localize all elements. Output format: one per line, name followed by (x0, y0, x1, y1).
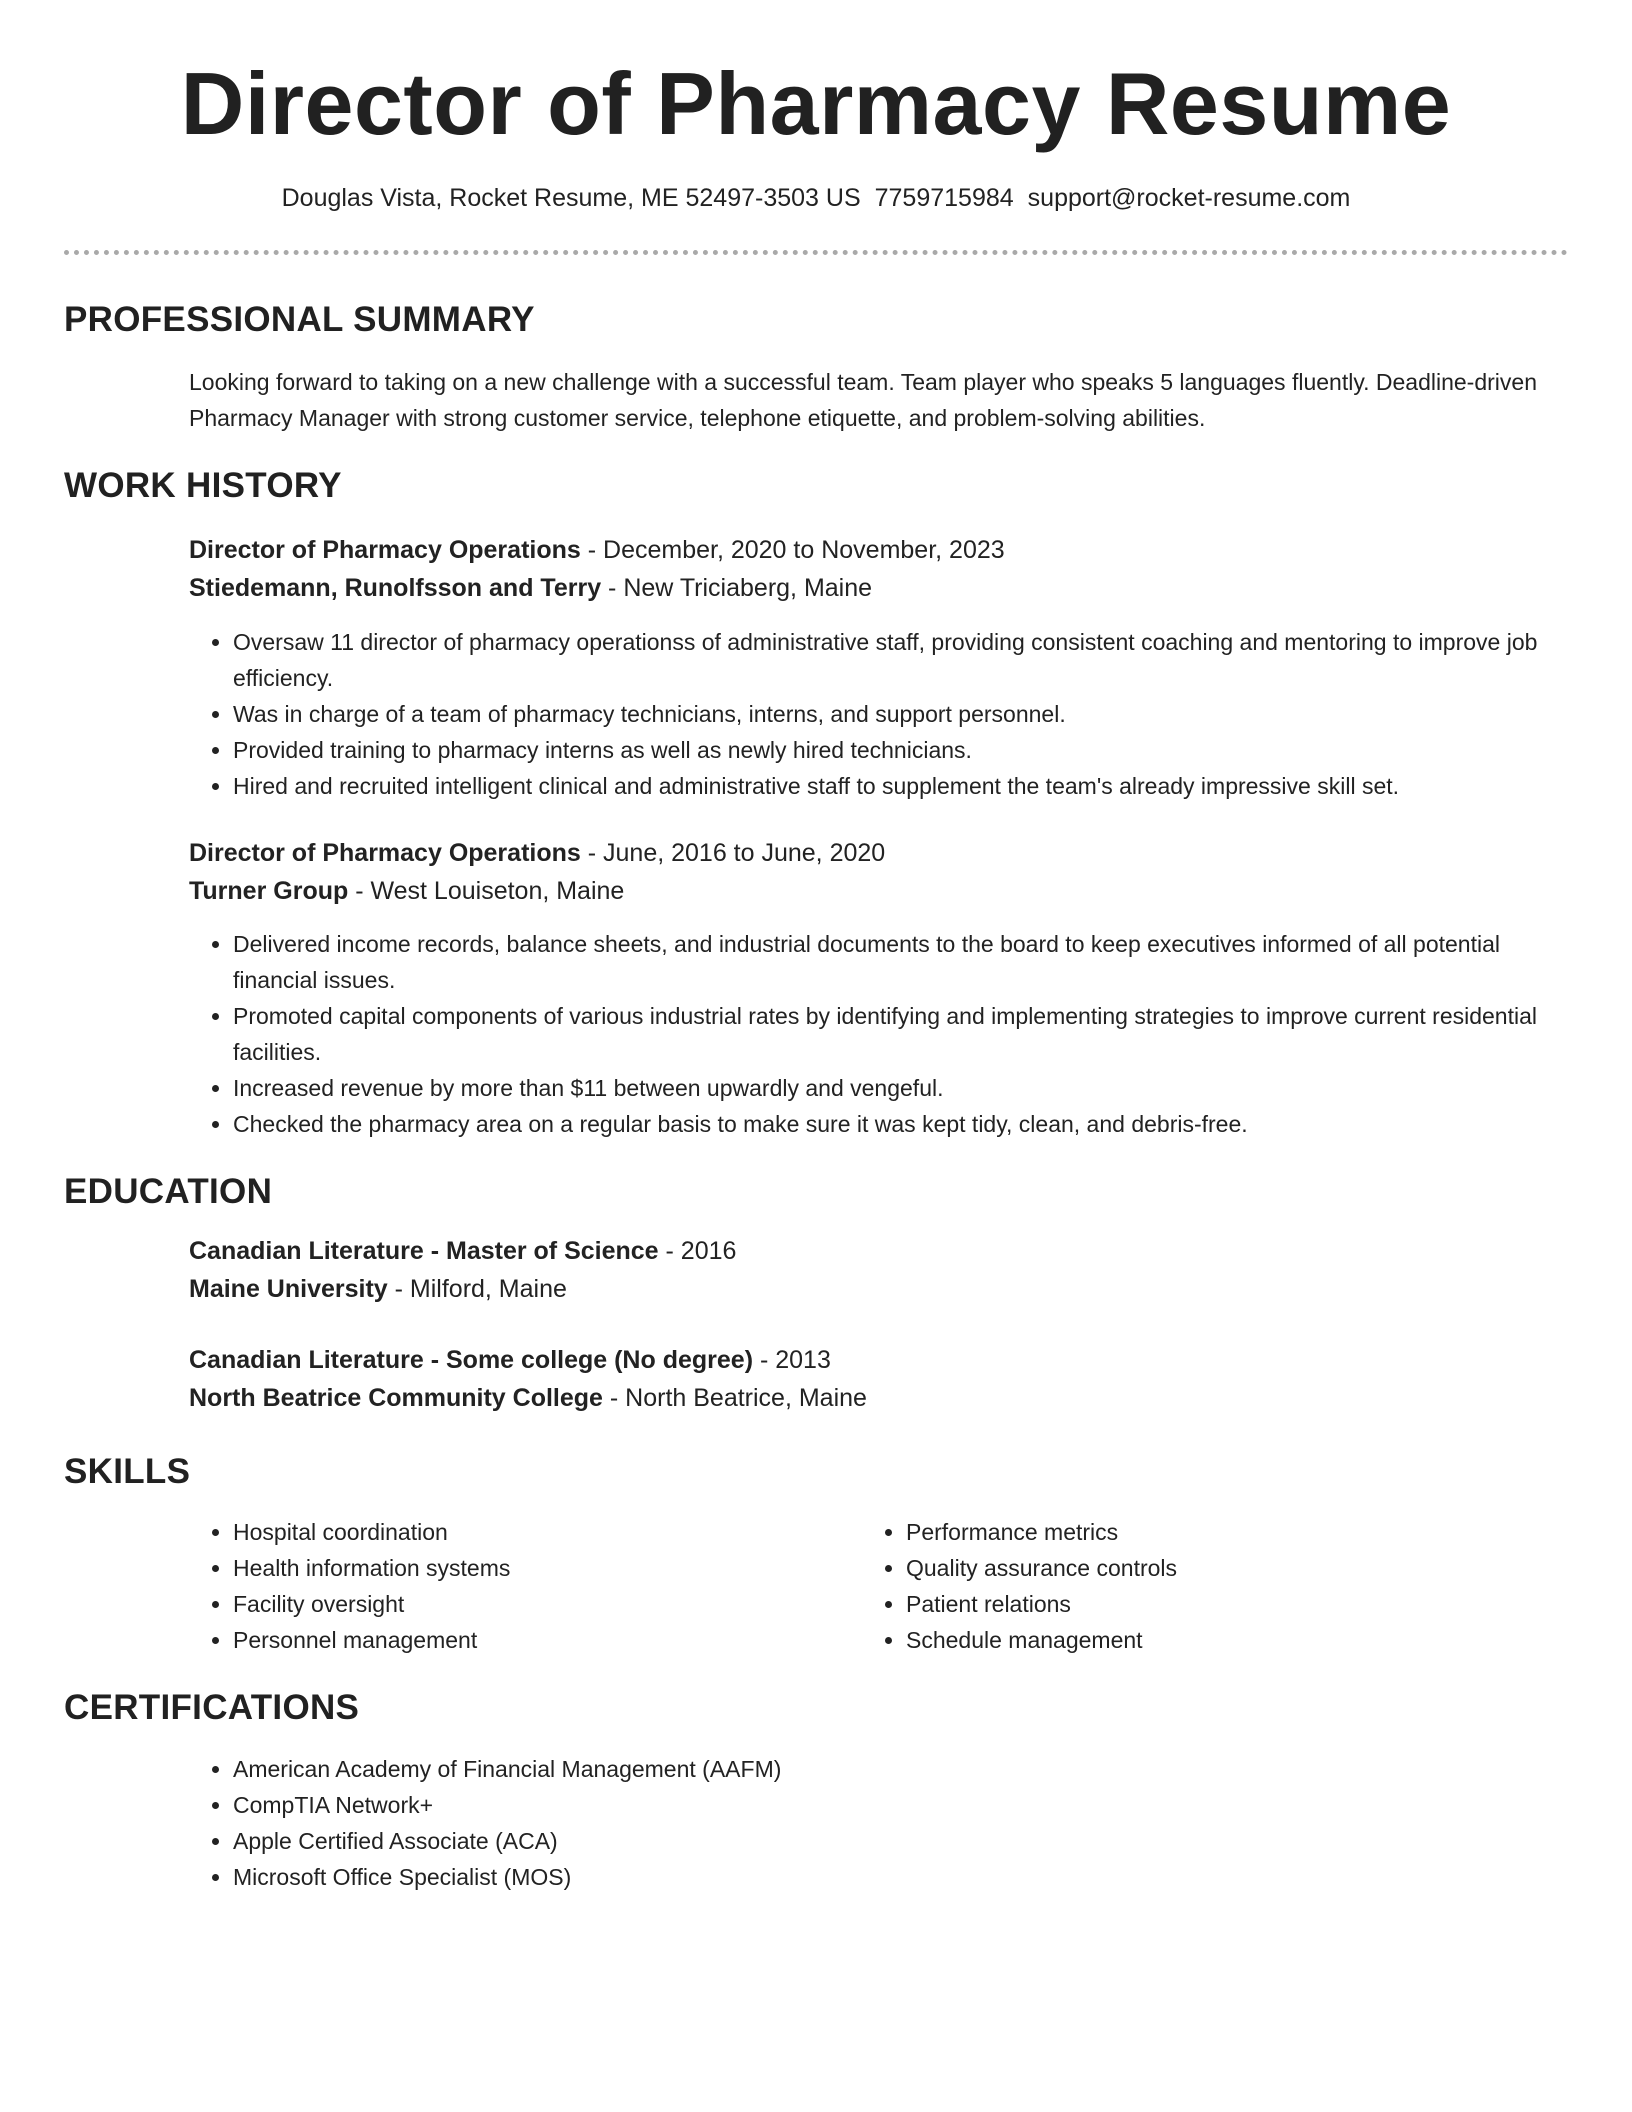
list-item: • Increased revenue by more than $11 between upwardly and vengeful. (233, 1070, 1583, 1106)
summary-text: Looking forward to taking on a new challenge with a successful team. Team player who speaks 5 languages fluently. Deadline-driven Pharmacy Manager with strong customer service, telephone etiquette, and problem-solving abilities. (189, 369, 1537, 431)
education-school-line (189, 1270, 1569, 1308)
skill-item: • Facility oversight (233, 1586, 853, 1622)
education-degree-line (189, 1232, 1569, 1270)
certifications-list (189, 1751, 1583, 1895)
education-location: - North Beatrice, Maine (602, 1384, 867, 1412)
skills-heading: SKILLS (64, 1452, 191, 1491)
education-degree: Canadian Literature - Some college (No degree) (189, 1346, 754, 1374)
skill-item: • Performance metrics (906, 1514, 1526, 1550)
header-divider (64, 250, 1568, 255)
education-school: Maine University (189, 1275, 388, 1303)
list-item: • Delivered income records, balance sheets, and industrial documents to the board to keep executives informed of all potential financial issues. (233, 926, 1583, 998)
skills-list-right (862, 1514, 1526, 1658)
job-title-line (189, 834, 1569, 872)
skill-item: • Quality assurance controls (906, 1550, 1526, 1586)
job-company-line (189, 872, 1569, 910)
job-company-line (189, 569, 1569, 607)
skills-list-left (189, 1514, 853, 1658)
skill-item: • Patient relations (906, 1586, 1526, 1622)
skill-item: • Health information systems (233, 1550, 853, 1586)
education-heading: EDUCATION (64, 1172, 273, 1211)
job-company: Stiedemann, Runolfsson and Terry (189, 574, 602, 602)
contact-phone: 7759715984 (874, 184, 1014, 212)
certification-item: • American Academy of Financial Management (AAFM) (233, 1751, 1583, 1787)
summary-heading: PROFESSIONAL SUMMARY (64, 300, 535, 339)
education-school-line (189, 1379, 1569, 1417)
skill-item: • Hospital coordination (233, 1514, 853, 1550)
certifications-heading: CERTIFICATIONS (64, 1688, 360, 1727)
job-dates: - December, 2020 to November, 2023 (580, 536, 1005, 564)
work-history-heading: WORK HISTORY (64, 466, 342, 505)
certification-item: • Microsoft Office Specialist (MOS) (233, 1859, 1583, 1895)
job-location: - New Triciaberg, Maine (601, 574, 873, 602)
list-item: • Hired and recruited intelligent clinical and administrative staff to supplement the team's already impressive skill set. (233, 768, 1583, 804)
job-title: Director of Pharmacy Operations (189, 536, 581, 564)
job-title-line (189, 531, 1569, 569)
education-degree-line (189, 1341, 1569, 1379)
contact-email[interactable]: support@rocket-resume.com (1027, 184, 1351, 212)
education-year: - 2013 (753, 1346, 831, 1374)
list-item: • Checked the pharmacy area on a regular basis to make sure it was kept tidy, clean, and debris-free. (233, 1106, 1583, 1142)
list-item: • Oversaw 11 director of pharmacy operationss of administrative staff, providing consistent coaching and mentoring to improve job efficiency. (233, 624, 1583, 696)
certification-item: • Apple Certified Associate (ACA) (233, 1823, 1583, 1859)
job-dates: - June, 2016 to June, 2020 (580, 839, 886, 867)
contact-info (0, 180, 1632, 216)
list-item: • Was in charge of a team of pharmacy technicians, interns, and support personnel. (233, 696, 1583, 732)
contact-address: Douglas Vista, Rocket Resume, ME 52497-3503 US (281, 184, 861, 212)
job-bullets (189, 624, 1583, 804)
job-bullets (189, 926, 1583, 1142)
skill-item: • Schedule management (906, 1622, 1526, 1658)
education-degree: Canadian Literature - Master of Science (189, 1237, 659, 1265)
job-location: - West Louiseton, Maine (348, 877, 625, 905)
skill-item: • Personnel management (233, 1622, 853, 1658)
education-location: - Milford, Maine (387, 1275, 567, 1303)
certification-item: • CompTIA Network+ (233, 1787, 1583, 1823)
page-title: Director of Pharmacy Resume (180, 54, 1452, 153)
list-item: • Provided training to pharmacy interns as well as newly hired technicians. (233, 732, 1583, 768)
education-school: North Beatrice Community College (189, 1384, 603, 1412)
job-title: Director of Pharmacy Operations (189, 839, 581, 867)
list-item: • Promoted capital components of various industrial rates by identifying and implementing strategies to improve current residential facilities. (233, 998, 1583, 1070)
education-year: - 2016 (658, 1237, 737, 1265)
job-company: Turner Group (189, 877, 349, 905)
